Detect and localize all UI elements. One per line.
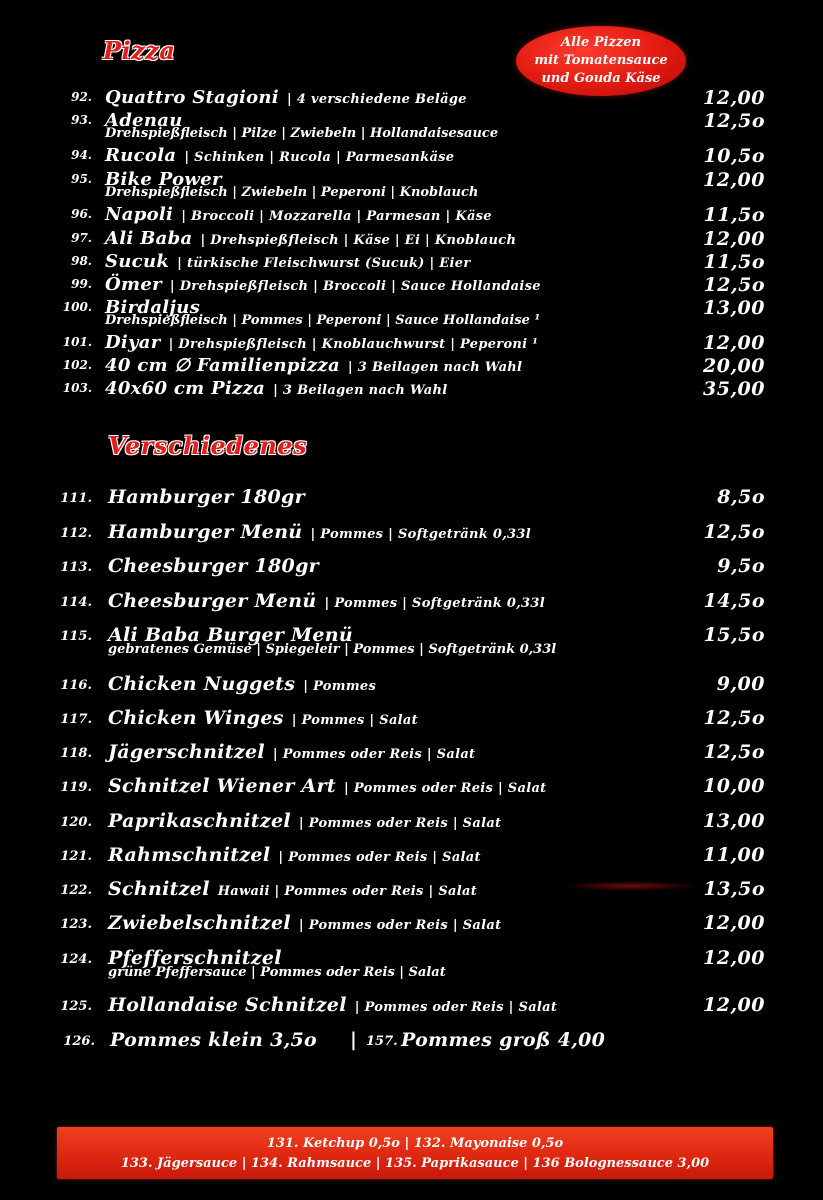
menu-item-title: Napoli [105, 204, 174, 225]
menu-item-name [108, 707, 418, 729]
menu-number: 157. [366, 1034, 398, 1049]
menu-item-detail: | Pommes oder Reis | Salat [354, 1000, 558, 1015]
menu-item-name [108, 912, 501, 934]
sauces-line-2: 133. Jägersauce | 134. Rahmsauce | 135. Paprikasauce | 136 Bolognessauce 3,00 [120, 1156, 710, 1171]
menu-item-name [108, 590, 545, 612]
menu-item-detail: | Pommes [303, 679, 377, 694]
menu-item-ingredients: Drehspießfleisch | Pommes | Peperoni | Sauce Hollandaise ¹ [105, 313, 541, 328]
menu-item-price: 12,5o [703, 110, 765, 132]
menu-number: 93. [71, 113, 92, 127]
menu-item-name [108, 741, 475, 763]
menu-number: 118. [60, 746, 92, 761]
menu-item-title: Diyar [105, 332, 161, 353]
menu-number: 115. [60, 629, 92, 644]
menu-number: 92. [71, 90, 92, 104]
menu-item-price: 12,5o [703, 707, 765, 729]
menu-item-price: 13,00 [703, 297, 765, 319]
menu-item-price: 15,5o [703, 624, 765, 646]
menu-item-price: 14,5o [703, 590, 765, 612]
menu-number: 113. [60, 560, 92, 575]
menu-item-name [108, 844, 481, 866]
menu-item-title: Chicken Nuggets [108, 673, 296, 695]
menu-item-title: 40 cm ∅ Familienpizza [105, 355, 340, 376]
menu-item-price: 12,00 [703, 228, 765, 250]
menu-item-price: 13,5o [703, 878, 765, 900]
menu-item-title: 40x60 cm Pizza [105, 378, 266, 399]
menu-number: 120. [60, 815, 92, 830]
verschiedenes-section-title: Verschiedenes [108, 431, 308, 460]
menu-item-name [105, 204, 492, 225]
menu-item-name [105, 332, 538, 353]
menu-item-detail: | Schinken | Rucola | Parmesankäse [184, 150, 455, 165]
menu-item-detail: | 3 Beilagen nach Wahl [273, 383, 448, 398]
menu-number: 114. [60, 595, 92, 610]
menu-item-name [105, 251, 470, 272]
menu-item-price: 9,5o [717, 555, 765, 577]
menu-number: 100. [62, 300, 92, 314]
menu-number: 111. [60, 491, 92, 506]
menu-item-title: Cheesburger 180gr [108, 555, 319, 577]
menu-number: 122. [60, 883, 92, 898]
menu-item-name [108, 775, 546, 797]
menu-item-ingredients: grüne Pfeffersauce | Pommes oder Reis | Salat [108, 965, 446, 980]
menu-item-title: Zwiebelschnitzel [108, 912, 291, 934]
menu-number: 123. [60, 917, 92, 932]
menu-item-price: 35,00 [703, 378, 765, 400]
menu-item-price: 13,00 [703, 810, 765, 832]
menu-item-price: 12,00 [703, 994, 765, 1016]
menu-number: 125. [60, 999, 92, 1014]
menu-item-name [108, 521, 531, 543]
menu-item-detail: | Pommes oder Reis | Salat [298, 918, 502, 933]
pommes-small: Pommes klein 3,5o [110, 1029, 318, 1051]
menu-item-title: Rucola [105, 145, 177, 166]
menu-item-name [108, 810, 501, 832]
menu-item-detail: | türkische Fleischwurst (Sucuk) | Eier [177, 256, 471, 271]
menu-item-price: 12,5o [703, 274, 765, 296]
menu-item-price: 10,00 [703, 775, 765, 797]
menu-item-title: Pfefferschnitzel [108, 947, 282, 969]
menu-item-title: Cheesburger Menü [108, 590, 317, 612]
menu-item-detail: | 4 verschiedene Beläge [286, 92, 467, 107]
menu-item-detail: | Pommes | Salat [291, 713, 418, 728]
tomato-sauce-badge [516, 26, 686, 96]
menu-item-name [108, 994, 557, 1016]
menu-item-detail: | Broccoli | Mozzarella | Parmesan | Käse [181, 209, 492, 224]
menu-item-detail: Hawaii | Pommes oder Reis | Salat [217, 884, 478, 899]
menu-item-name [108, 555, 319, 577]
menu-item-price: 20,00 [703, 355, 765, 377]
menu-item-price: 8,5o [717, 486, 765, 508]
menu-item-name [105, 274, 541, 295]
menu-number: 112. [60, 526, 92, 541]
menu-number: 103. [62, 381, 92, 395]
menu-item-title: Adenau [105, 110, 183, 131]
menu-number: 98. [71, 254, 92, 268]
menu-item-title: Ömer [105, 274, 162, 295]
menu-item-title: Birdaljus [105, 297, 201, 318]
menu-item-name [105, 228, 516, 249]
menu-item-price: 12,00 [703, 169, 765, 191]
menu-item-title: Schnitzel [108, 878, 210, 900]
pommes-big: Pommes groß 4,00 [401, 1029, 606, 1051]
menu-item-price: 12,00 [703, 332, 765, 354]
menu-item-detail: | Pommes | Softgetränk 0,33l [324, 596, 545, 611]
menu-item-name [108, 673, 376, 695]
menu-number: 116. [60, 678, 92, 693]
menu-item-ingredients: gebratenes Gemüse | Spiegeleir | Pommes | Softgetränk 0,33l [108, 642, 557, 657]
menu-number: 95. [71, 172, 92, 186]
menu-item-detail: | Pommes oder Reis | Salat [272, 747, 476, 762]
menu-item-title: Quattro Stagioni [105, 87, 279, 108]
menu-item-detail: | 3 Beilagen nach Wahl [347, 360, 523, 375]
red-glow-decoration [560, 881, 700, 891]
menu-item-title: Bike Power [105, 169, 222, 190]
menu-item-name [108, 486, 305, 508]
menu-number: 102. [62, 358, 92, 372]
menu-item-price: 11,00 [703, 844, 765, 866]
menu-item-price: 12,00 [703, 947, 765, 969]
menu-item-title: Rahmschnitzel [108, 844, 271, 866]
menu-item-ingredients: Drehspießfleisch | Pilze | Zwiebeln | Hollandaisesauce [105, 126, 499, 141]
menu-item-name [105, 378, 447, 399]
menu-number: 126. [63, 1034, 95, 1049]
menu-item-detail: | Pommes oder Reis | Salat [344, 781, 547, 796]
menu-number: 99. [71, 277, 92, 291]
menu-item-price: 10,5o [703, 145, 765, 167]
menu-item-price: 12,00 [703, 87, 765, 109]
menu-item-price: 11,5o [703, 204, 765, 226]
menu-item-price: 9,00 [716, 673, 765, 695]
menu-item-name [105, 355, 522, 376]
menu-item-title: Jägerschnitzel [108, 741, 265, 763]
menu-item-name [105, 145, 454, 166]
menu-number: 94. [71, 148, 92, 162]
menu-item-price: 12,5o [703, 741, 765, 763]
menu-number: 124. [60, 952, 92, 967]
menu-item-title: Chicken Winges [108, 707, 284, 729]
menu-item-detail: | Drehspießfleisch | Käse | Ei | Knoblauch [200, 233, 517, 248]
menu-item-name [108, 878, 477, 900]
menu-item-price: 12,00 [703, 912, 765, 934]
badge-line-3: und Gouda Käse [541, 71, 661, 86]
menu-number: 117. [60, 712, 92, 727]
menu-item-title: Sucuk [105, 251, 170, 272]
badge-line-1: Alle Pizzen [561, 35, 641, 50]
pommes-separator: | [350, 1029, 358, 1051]
menu-item-title: Schnitzel Wiener Art [108, 775, 336, 797]
sauces-bar [57, 1127, 773, 1179]
menu-item-title: Hollandaise Schnitzel [108, 994, 347, 1016]
menu-number: 119. [60, 780, 92, 795]
menu-item-detail: | Drehspießfleisch | Broccoli | Sauce Hollandaise [169, 279, 541, 294]
menu-item-title: Hamburger 180gr [108, 486, 305, 508]
menu-item-title: Ali Baba Burger Menü [108, 624, 354, 646]
menu-item-title: Paprikaschnitzel [108, 810, 291, 832]
menu-item-name [105, 87, 467, 108]
pizza-section-title: Pizza [103, 36, 176, 65]
badge-line-2: mit Tomatensauce [534, 53, 668, 68]
menu-item-title: Ali Baba [105, 228, 193, 249]
menu-number: 96. [71, 207, 92, 221]
sauces-line-1: 131. Ketchup 0,5o | 132. Mayonaise 0,5o [266, 1136, 564, 1151]
menu-item-detail: | Pommes | Softgetränk 0,33l [310, 527, 531, 542]
menu-item-title: Hamburger Menü [108, 521, 303, 543]
menu-number: 121. [60, 849, 92, 864]
menu-item-price: 11,5o [703, 251, 765, 273]
menu-item-price: 12,5o [703, 521, 765, 543]
menu-item-detail: | Pommes oder Reis | Salat [298, 816, 502, 831]
menu-number: 97. [71, 231, 92, 245]
menu-item-detail: | Drehspießfleisch | Knoblauchwurst | Peperoni ¹ [168, 337, 539, 352]
menu-item-ingredients: Drehspießfleisch | Zwiebeln | Peperoni | Knoblauch [105, 185, 479, 200]
menu-number: 101. [62, 335, 92, 349]
menu-item-detail: | Pommes oder Reis | Salat [278, 850, 481, 865]
